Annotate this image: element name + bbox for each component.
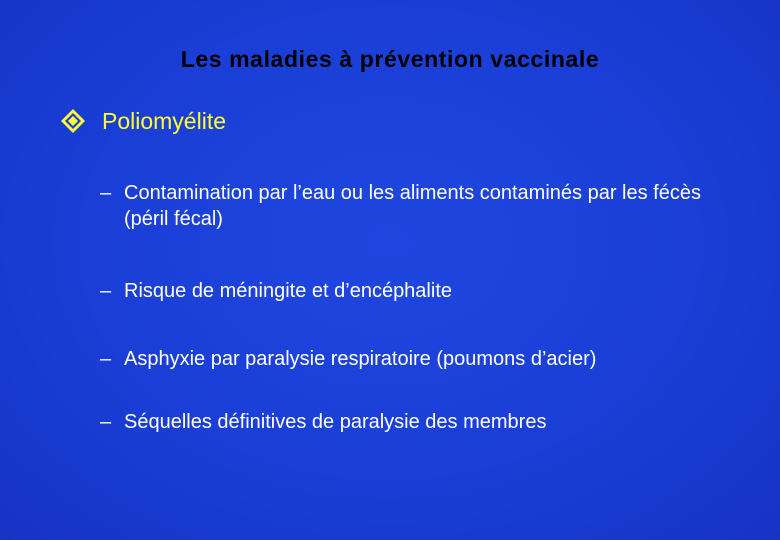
sub-item-contamination <box>100 180 724 232</box>
sub-item-text: Asphyxie par paralysie respiratoire (poumons d’acier) <box>124 348 597 370</box>
dash-marker: – <box>100 411 112 433</box>
sub-item-text: Séquelles définitives de paralysie des membres <box>124 411 547 433</box>
slide-title: Les maladies à prévention vaccinale <box>180 46 600 72</box>
dash-marker: – <box>100 348 112 370</box>
sub-item-text: Risque de méningite et d’encéphalite <box>124 280 452 302</box>
bullet-item-poliomyelite <box>60 108 226 134</box>
sub-item-text: Contamination par l’eau ou les aliments contaminés par les fécès (péril fécal) <box>124 182 701 230</box>
diamond-bullet-icon <box>60 108 86 134</box>
bullet-text: Poliomyélite <box>102 108 226 134</box>
sub-item-asphyxie <box>100 346 664 372</box>
dash-marker: – <box>100 280 112 302</box>
sub-item-sequelles <box>100 409 724 435</box>
dash-marker: – <box>100 182 112 204</box>
sub-item-risque <box>100 278 724 304</box>
